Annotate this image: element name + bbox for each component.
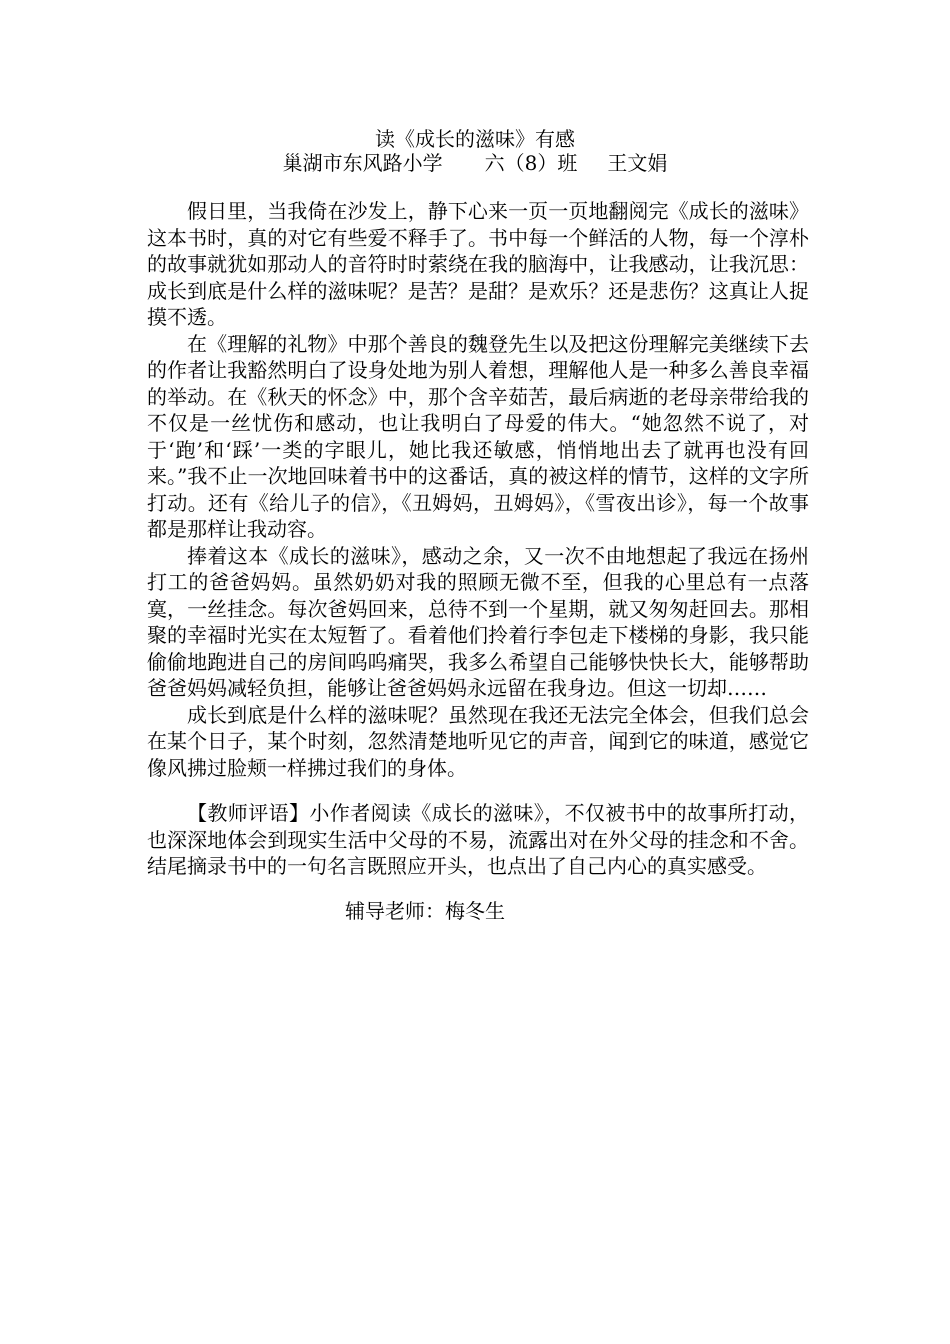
author-line: [0, 150, 950, 176]
paragraph-1: 假日里，当我倚在沙发上，静下心来一页一页地翻阅完《成长的滋味》这本书时，真的对它有些爱不释手了。书中每一个鲜活的人物，每一个淳朴的故事就犹如那动人的音符时时萦绕在我的脑海中，让我感动，让我沉思：成长到底是什么样的滋味呢？是苦？是甜？是欢乐？还是悲伤？这真让人捉摸不透。: [147, 199, 809, 329]
author-class: 六（8）班: [484, 151, 578, 175]
tutor-line: 辅导老师：梅冬生: [345, 899, 505, 923]
teacher-comment: [147, 800, 809, 880]
paragraph-4: 成长到底是什么样的滋味呢？虽然现在我还无法完全体会，但我们总会在某个日子，某个时刻，忽然清楚地听见它的声音，闻到它的味道，感觉它像风拂过脸颊一样拂过我们的身体。: [147, 702, 809, 780]
article-body: [147, 198, 809, 781]
teacher-comment-text: 小作者阅读《成长的滋味》，不仅被书中的故事所打动，也深深地体会到现实生活中父母的不易，流露出对在外父母的挂念和不舍。结尾摘录书中的一句名言既照应开头，也点出了自己内心的真实感受。: [147, 801, 810, 878]
paragraph-3: 捧着这本《成长的滋味》，感动之余，又一次不由地想起了我远在扬州打工的爸爸妈妈。虽然奶奶对我的照顾无微不至，但我的心里总有一点落寞，一丝挂念。每次爸妈回来，总待不到一个星期，就又匆匆赶回去。那相聚的幸福时光实在太短暂了。看着他们拎着行李包走下楼梯的身影，我只能偷偷地跑进自己的房间呜呜痛哭，我多么希望自己能够快快长大，能够帮助爸爸妈妈减轻负担，能够让爸爸妈妈永远留在我身边。但这一切却……: [147, 543, 809, 700]
paragraph-2: 在《理解的礼物》中那个善良的魏登先生以及把这份理解完美继续下去的作者让我豁然明白了设身处地为别人着想，理解他人是一种多么善良幸福的举动。在《秋天的怀念》中，那个含辛茹苦，最后病逝的老母亲带给我的不仅是一丝忧伤和感动，也让我明白了母爱的伟大。“她忽然不说了，对于‘跑’和‘踩’一类的字眼儿，她比我还敏感，悄悄地出去了就再也没有回来。”我不止一次地回味着书中的这番话，真的被这样的情节，这样的文字所打动。还有《给儿子的信》，《丑姆妈，丑姆妈》，《雪夜出诊》，每一个故事都是那样让我动容。: [147, 331, 809, 541]
article-title: 读《成长的滋味》有感: [375, 127, 575, 151]
teacher-comment-paragraph: [147, 800, 809, 880]
teacher-comment-label: 【教师评语】: [187, 801, 310, 825]
author-school: 巢湖市东风路小学: [282, 151, 443, 175]
author-name: 王文娟: [607, 151, 668, 175]
